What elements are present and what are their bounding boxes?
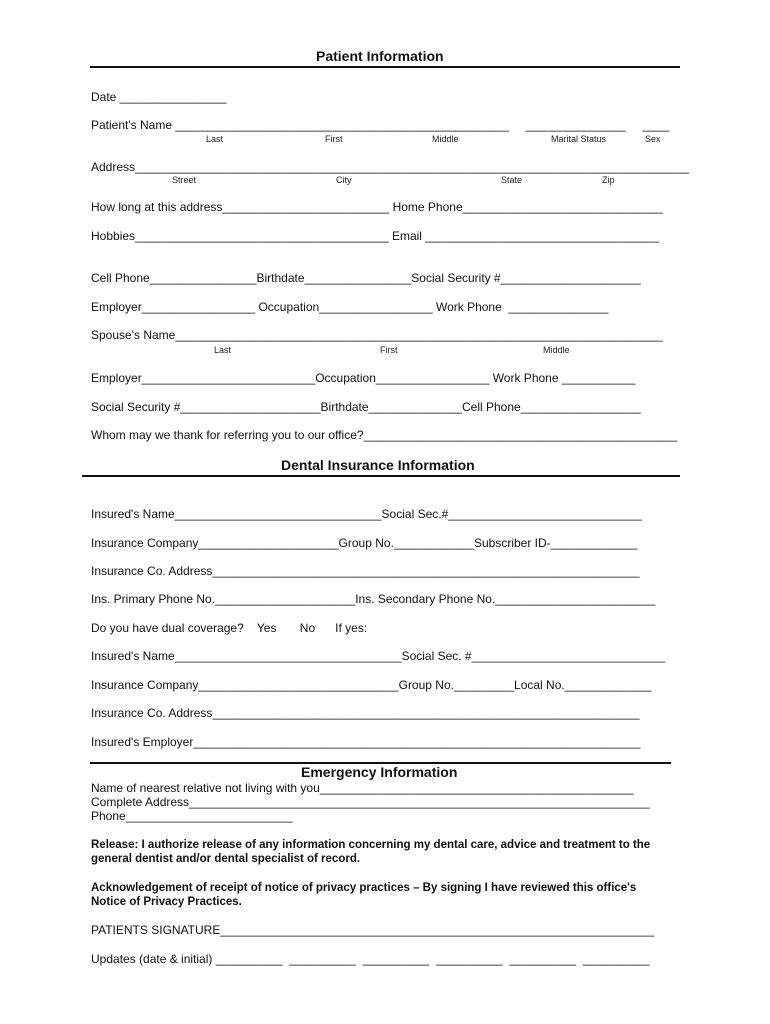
how-long-home-phone-field[interactable]: How long at this address_________________________ Home Phone______________________________ [91, 200, 663, 214]
label-last: Last [206, 134, 224, 144]
privacy-acknowledgement: Acknowledgement of receipt of notice of privacy practices – By signing I have reviewed this office's Notice of Privacy Practices. [91, 882, 637, 908]
spouse-ssn-field[interactable]: Social Security #_____________________Birthdate______________Cell Phone__________________ [91, 400, 641, 414]
patient-info-heading: Patient Information [316, 48, 444, 64]
label-sex: Sex [645, 134, 661, 144]
address-field[interactable]: Address___________________________________________________________________________________ [91, 160, 689, 174]
referral-field[interactable]: Whom may we thank for referring you to our office?_______________________________________________ [91, 428, 678, 442]
spouse-name-field[interactable]: Spouse's Name_________________________________________________________________________ [91, 328, 663, 342]
label-middle: Middle [432, 134, 459, 144]
label-spouse-last: Last [214, 345, 232, 355]
complete-address-field[interactable]: Complete Address_____________________________________________________________________ [91, 795, 650, 809]
secondary-insured-name-field[interactable]: Insured's Name__________________________________Social Sec. #_____________________________ [91, 649, 666, 663]
phone-field[interactable]: Phone_________________________ [91, 809, 293, 823]
nearest-relative-field[interactable]: Name of nearest relative not living with you_______________________________________________ [91, 781, 634, 795]
insurance-phones-field[interactable]: Ins. Primary Phone No._____________________Ins. Secondary Phone No.________________________ [91, 592, 656, 606]
secondary-insurance-address-field[interactable]: Insurance Co. Address________________________________________________________________ [91, 706, 640, 720]
label-spouse-middle: Middle [543, 345, 570, 355]
insurance-address-field[interactable]: Insurance Co. Address________________________________________________________________ [91, 564, 640, 578]
dental-insurance-heading: Dental Insurance Information [281, 457, 475, 473]
cell-birthdate-ssn-field[interactable]: Cell Phone________________Birthdate________________Social Security #_____________________ [91, 271, 641, 285]
label-zip: Zip [602, 175, 615, 185]
label-marital-status: Marital Status [551, 134, 607, 144]
patient-name-field[interactable]: Patient's Name __________________________________________________ _______________ ____ [91, 118, 670, 132]
label-first: First [325, 134, 343, 144]
date-field[interactable]: Date ________________ [91, 90, 227, 104]
insurance-rule [82, 475, 680, 477]
label-state: State [501, 175, 523, 185]
spouse-employer-field[interactable]: Employer__________________________Occupation_________________ Work Phone ___________ [91, 371, 636, 385]
insured-employer-field[interactable]: Insured's Employer___________________________________________________________________ [91, 735, 641, 749]
label-street: Street [172, 175, 197, 185]
patient-signature-field[interactable]: PATIENTS SIGNATURE_________________________________________________________________ [91, 923, 655, 937]
heading-rule [90, 66, 680, 68]
updates-field[interactable]: Updates (date & initial) __________ __________ __________ __________ __________ __________ [91, 952, 650, 966]
label-spouse-first: First [380, 345, 398, 355]
hobbies-email-field[interactable]: Hobbies______________________________________ Email ___________________________________ [91, 229, 659, 243]
dual-coverage-question[interactable]: Do you have dual coverage? Yes No If yes: [91, 621, 368, 635]
employer-occupation-field[interactable]: Employer_________________ Occupation_________________ Work Phone _______________ [91, 300, 609, 314]
insured-name-field[interactable]: Insured's Name_______________________________Social Sec.#_____________________________ [91, 507, 642, 521]
secondary-insurance-company-field[interactable]: Insurance Company______________________________Group No._________Local No._____________ [91, 678, 652, 692]
emergency-heading: Emergency Information [301, 764, 458, 780]
label-city: City [336, 175, 352, 185]
insurance-company-field[interactable]: Insurance Company_____________________Group No.____________Subscriber ID-_____________ [91, 536, 638, 550]
release-statement: Release: I authorize release of any information concerning my dental care, advice and treatment to the general dentist and/or dental specialist of record. [91, 839, 651, 865]
